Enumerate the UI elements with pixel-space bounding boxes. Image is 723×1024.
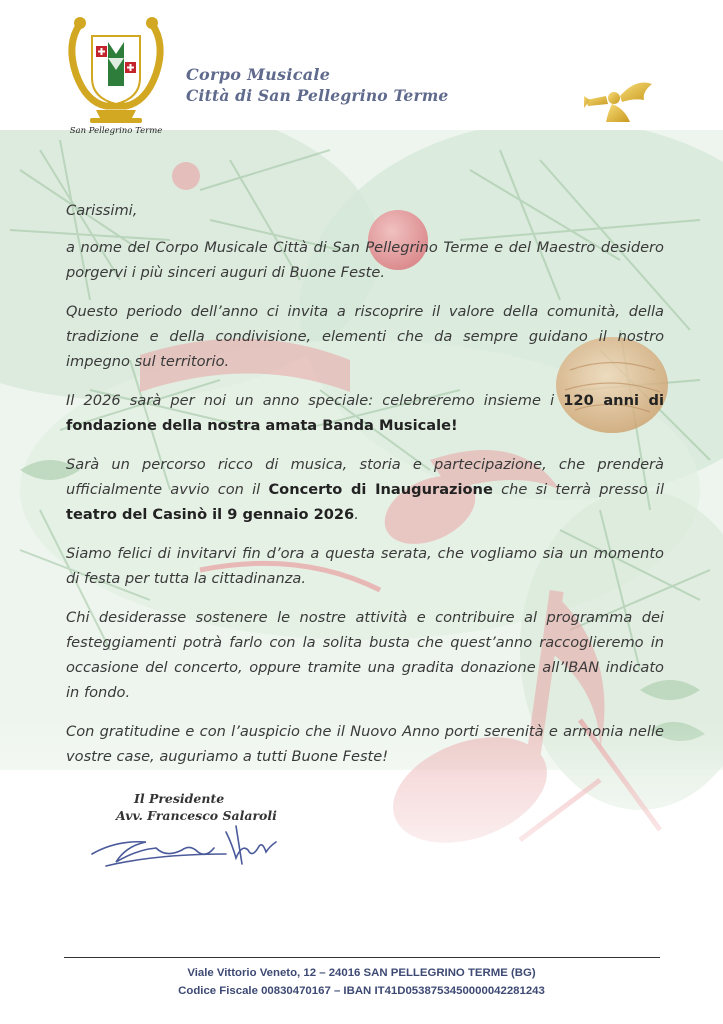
concert-highlight: Concerto di Inaugurazione <box>268 481 493 498</box>
footer-fiscal-iban: Codice Fiscale 00830470167 – IBAN IT41D0538753450000042281243 <box>178 985 545 997</box>
org-name-line1: Corpo Musicale <box>186 65 331 84</box>
handwritten-signature-icon <box>86 814 286 880</box>
trumpet-angel-icon <box>584 78 654 126</box>
signatory-name: Avv. Francesco Salaroli <box>116 808 277 823</box>
footer-address: Viale Vittorio Veneto, 12 – 24016 SAN PELLEGRINO TERME (BG) <box>187 967 536 979</box>
letter-paragraph-4 <box>66 452 664 527</box>
letter-greeting: Carissimi, <box>66 202 138 219</box>
signatory-role: Il Presidente <box>134 791 225 806</box>
letter-paragraph-7: Con gratitudine e con l’auspicio che il Nuovo Anno porti serenità e armonia nelle vostre case, auguriamo a tutti Buone Feste! <box>66 723 664 765</box>
logo-caption: San Pellegrino Terme <box>69 126 163 136</box>
paragraph-4-text-a: Sarà un percorso ricco di musica, storia e partecipazione, che prenderà ufficialmente avvio con il <box>66 456 664 498</box>
association-logo <box>62 14 170 142</box>
letter-paragraph-3 <box>66 388 664 438</box>
letter-paragraph-2: Questo periodo dell’anno ci invita a riscoprire il valore della comunità, della tradizione e della condivisione, elementi che da sempre guidano il nostro impegno sul territorio. <box>66 303 664 370</box>
letter-paragraph-1: a nome del Corpo Musicale Città di San Pellegrino Terme e del Maestro desidero porgervi i più sinceri auguri di Buone Feste. <box>66 239 664 281</box>
anniversary-highlight: 120 anni di fondazione della nostra amata Banda Musicale! <box>66 392 664 434</box>
venue-date-highlight: teatro del Casinò il 9 gennaio 2026 <box>66 506 355 523</box>
signature-block <box>96 790 326 890</box>
footer <box>0 964 723 1000</box>
letter-paragraph-5: Siamo felici di invitarvi fin d’ora a questa serata, che vogliamo sia un momento di festa per tutta la cittadinanza. <box>66 545 664 587</box>
letter-body <box>66 198 664 783</box>
paragraph-4-text-b: che si terrà presso il <box>492 481 665 498</box>
paragraph-4-text-c: . <box>354 506 359 523</box>
org-name-line2: Città di San Pellegrino Terme <box>186 86 449 105</box>
paragraph-3-text: Il 2026 sarà per noi un anno speciale: celebreremo insieme i <box>66 392 564 409</box>
organization-name <box>186 64 449 106</box>
letter-paragraph-6: Chi desiderasse sostenere le nostre attività e contribuire al programma dei festeggiamenti potrà farlo con la solita busta che quest’anno raccoglieremo in occasione del concerto, oppure tramite una gradita donazione all’IBAN indicato in fondo. <box>66 609 664 701</box>
footer-divider <box>64 957 660 958</box>
lyre-crest-icon <box>62 14 170 126</box>
